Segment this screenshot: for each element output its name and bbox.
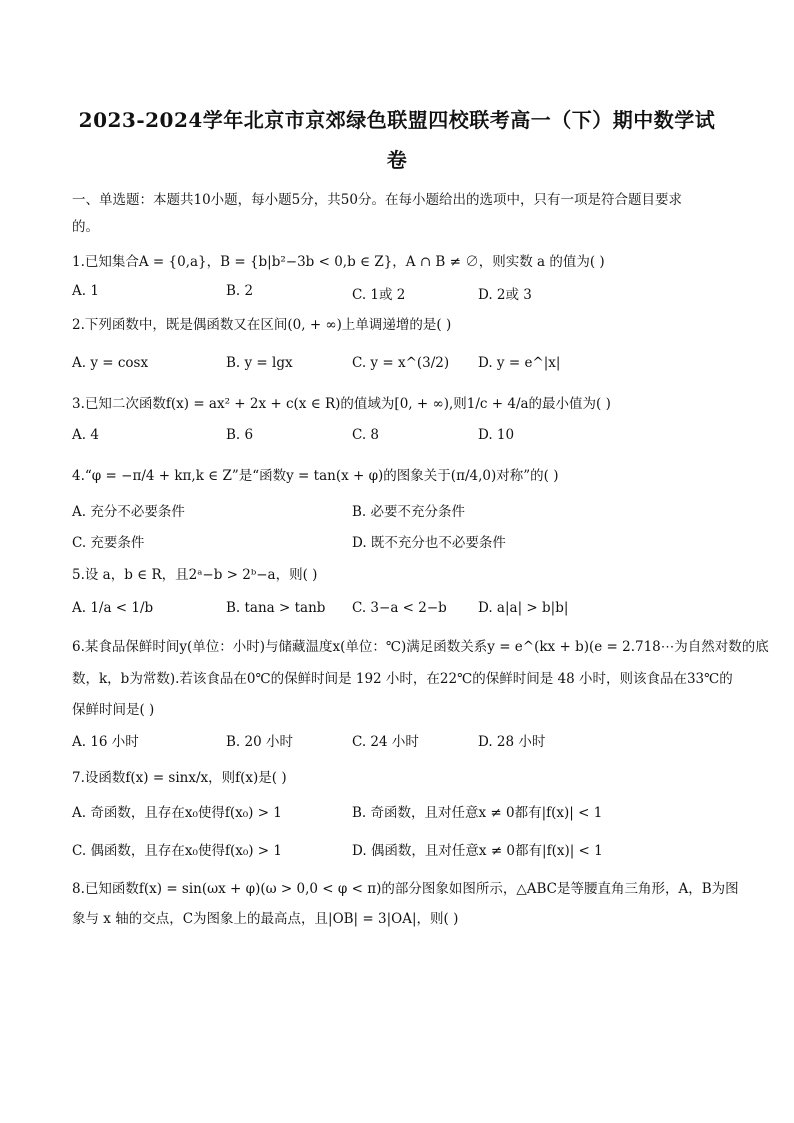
question-3-option-c: C. 8 [352, 427, 380, 443]
question-2-option-c: C. y = x^(3/2) [352, 355, 450, 371]
question-4-option-d: D. 既不充分也不必要条件 [352, 535, 506, 551]
question-8-stem-line2: 象与 x 轴的交点，C为图象上的最高点，且|OB| = 3|OA|，则( ) [72, 911, 459, 927]
question-1-option-c: C. 1或 2 [352, 287, 406, 303]
question-8-stem-line1: 8.已知函数f(x) = sin(ωx + φ)(ω > 0,0 < φ < π)的部分图象如图所示，△ABC是等腰直角三角形，A，B为图 [72, 881, 739, 897]
question-6-option-b: B. 20 小时 [226, 734, 293, 750]
question-7-option-d: D. 偶函数，且对任意x ≠ 0都有|f(x)| < 1 [352, 843, 603, 859]
question-3-stem: 3.已知二次函数f(x) = ax² + 2x + c(x ∈ R)的值域为[0, + ∞),则1/c + 4/a的最小值为( ) [72, 396, 611, 412]
question-1-option-a: A. 1 [72, 283, 99, 299]
question-6-stem-line1: 6.某食品保鲜时间y(单位：小时)与储藏温度x(单位：℃)满足函数关系y = e^(kx + b)(e = 2.718⋯为自然对数的底 [72, 639, 769, 655]
question-5-option-a: A. 1/a < 1/b [72, 600, 154, 616]
question-3-option-b: B. 6 [226, 427, 254, 443]
question-2-option-a: A. y = cosx [72, 355, 149, 371]
question-5-option-d: D. a|a| > b|b| [478, 600, 569, 616]
question-4-option-c: C. 充要条件 [72, 535, 145, 551]
question-3-option-a: A. 4 [72, 427, 99, 443]
question-7-option-a: A. 奇函数，且存在x₀使得f(x₀) > 1 [72, 805, 282, 821]
question-6-stem-line2: 数，k，b为常数).若该食品在0℃的保鲜时间是 192 小时，在22℃的保鲜时间是 48 小时，则该食品在33℃的 [72, 671, 733, 687]
question-4-option-a: A. 充分不必要条件 [72, 504, 185, 520]
question-2-option-d: D. y = e^|x| [478, 355, 561, 371]
exam-title-line1: 2023-2024学年北京市京郊绿色联盟四校联考高一（下）期中数学试 [78, 108, 716, 132]
question-1-option-b: B. 2 [226, 283, 254, 299]
question-1-option-d: D. 2或 3 [478, 287, 532, 303]
question-6-stem-line3: 保鲜时间是( ) [72, 702, 155, 718]
exam-title-line2: 卷 [386, 148, 408, 172]
question-1-stem: 1.已知集合A = {0,a}，B = {b|b²−3b < 0,b ∈ Z}，A ∩ B ≠ ∅，则实数 a 的值为( ) [72, 254, 605, 270]
question-5-option-b: B. tana > tanb [226, 600, 326, 616]
question-7-stem: 7.设函数f(x) = sinx/x，则f(x)是( ) [72, 770, 287, 786]
question-7-option-b: B. 奇函数，且对任意x ≠ 0都有|f(x)| < 1 [352, 805, 603, 821]
question-7-option-c: C. 偶函数，且存在x₀使得f(x₀) > 1 [72, 843, 282, 859]
question-6-option-c: C. 24 小时 [352, 734, 419, 750]
question-2-stem: 2.下列函数中，既是偶函数又在区间(0, + ∞)上单调递增的是( ) [72, 317, 452, 333]
question-5-option-c: C. 3−a < 2−b [352, 600, 447, 616]
question-2-option-b: B. y = lgx [226, 355, 293, 371]
question-4-stem: 4.“φ = −π/4 + kπ,k ∈ Z”是“函数y = tan(x + φ)的图象关于(π/4,0)对称”的( ) [72, 468, 559, 484]
question-5-stem: 5.设 a，b ∈ R，且2ᵃ−b > 2ᵇ−a，则( ) [72, 567, 318, 583]
question-4-option-b: B. 必要不充分条件 [352, 504, 466, 520]
question-6-option-a: A. 16 小时 [72, 734, 139, 750]
section-header-line1: 一、单选题：本题共10小题，每小题5分，共50分。在每小题给出的选项中，只有一项是符合题目要求 [72, 192, 682, 208]
question-3-option-d: D. 10 [478, 427, 515, 443]
section-header-line2: 的。 [72, 219, 99, 235]
question-6-option-d: D. 28 小时 [478, 734, 546, 750]
